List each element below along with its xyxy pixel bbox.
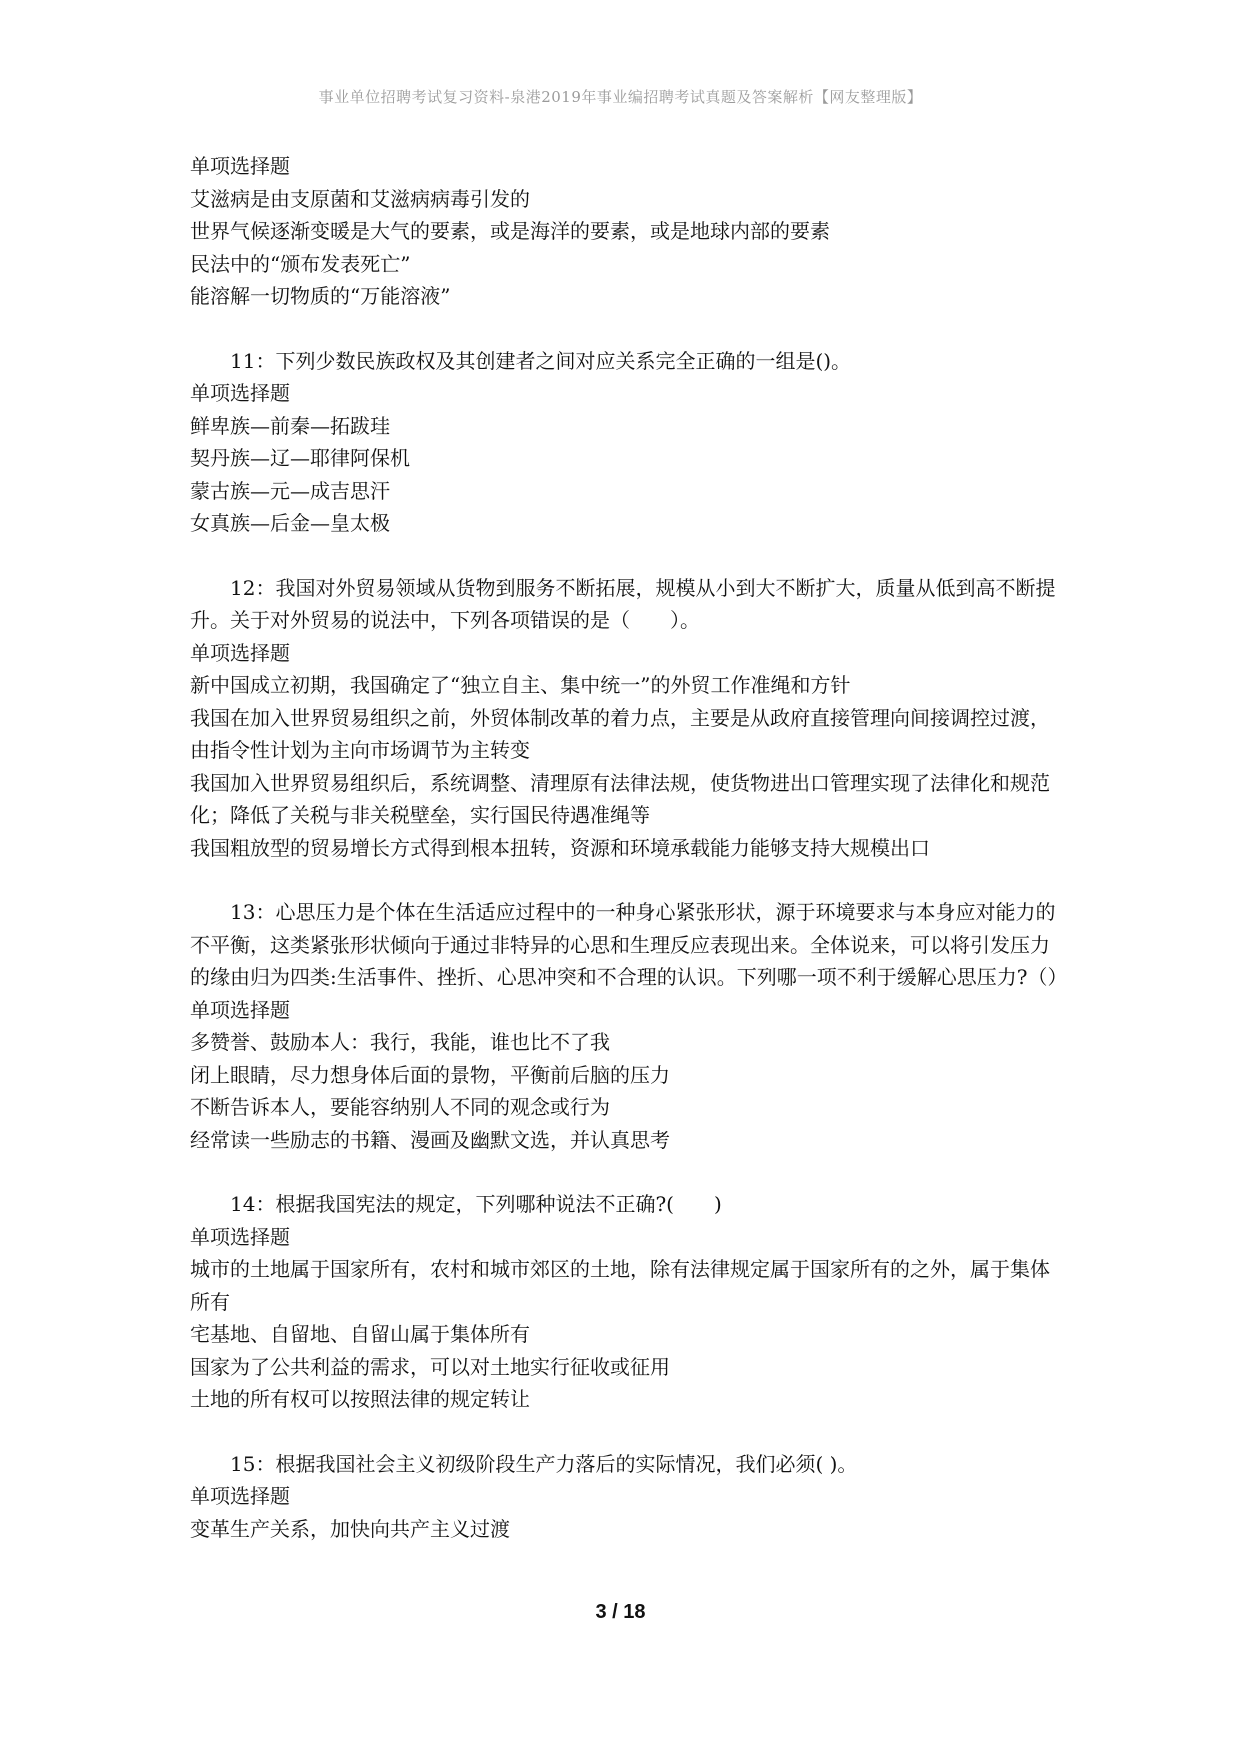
option: 土地的所有权可以按照法律的规定转让 [190,1387,530,1411]
question-type: 单项选择题 [190,381,290,405]
option: 能溶解一切物质的“万能溶液” [190,284,451,308]
option: 女真族—后金—皇太极 [190,511,390,535]
question-text: 11：下列少数民族政权及其创建者之间对应关系完全正确的一组是()。 [230,348,852,373]
option: 新中国成立初期，我国确定了“独立自主、集中统一”的外贸工作准绳和方针 [190,673,851,697]
question-text: 14：根据我国宪法的规定，下列哪种说法不正确?( ) [230,1192,722,1216]
question-15 [190,1448,1060,1546]
option: 宅基地、自留地、自留山属于集体所有 [190,1322,530,1346]
option: 不断告诉本人，要能容纳别人不同的观念或行为 [190,1095,610,1119]
question-type: 单项选择题 [190,1224,290,1249]
option: 我国粗放型的贸易增长方式得到根本扭转，资源和环境承载能力能够支持大规模出口 [190,835,930,860]
option: 国家为了公共利益的需求，可以对土地实行征收或征用 [190,1354,670,1379]
option: 多赞誉、鼓励本人：我行，我能，谁也比不了我 [190,1030,610,1054]
question-type: 单项选择题 [190,640,290,665]
option: 城市的土地属于国家所有，农村和城市郊区的土地，除有法律规定属于国家所有的之外，属于集体所有 [190,1257,1050,1314]
document-body [190,150,1068,1577]
top-block [190,150,1060,313]
page-number: 3 / 18 [595,1601,646,1623]
question-14 [190,1188,1060,1416]
question-text: 15：根据我国社会主义初级阶段生产力落后的实际情况，我们必须( )。 [230,1451,858,1476]
question-type: 单项选择题 [190,1484,290,1508]
option: 世界气候逐渐变暖是大气的要素，或是海洋的要素，或是地球内部的要素 [190,219,830,243]
question-text: 13：心思压力是个体在生活适应过程中的一种身心紧张形状，源于环境要求与本身应对能力的不平衡，这类紧张形状倾向于通过非特异的心思和生理反应表现出来。全体说来，可以将引发压力的缘由归为四类:生活事件、挫折、心思冲突和不合理的认识。下列哪一项不利于缓解心思压力?（） [190,900,1068,989]
question-13 [190,896,1068,1156]
question-type: 单项选择题 [190,997,290,1022]
option: 我国加入世界贸易组织后，系统调整、清理原有法律法规，使货物进出口管理实现了法律化和规范化；降低了关税与非关税壁垒，实行国民待遇准绳等 [190,770,1050,827]
option: 契丹族—辽—耶律阿保机 [190,446,410,470]
question-11 [190,345,1060,540]
question-text: 12：我国对外贸易领域从货物到服务不断拓展，规模从小到大不断扩大，质量从低到高不断提升。关于对外贸易的说法中，下列各项错误的是（ ）。 [190,575,1056,632]
question-type: 单项选择题 [190,154,290,178]
option: 蒙古族—元—成吉思汗 [190,478,390,503]
option: 经常读一些励志的书籍、漫画及幽默文选，并认真思考 [190,1127,670,1152]
option: 变革生产关系，加快向共产主义过渡 [190,1516,510,1541]
option: 闭上眼睛，尽力想身体后面的景物，平衡前后脑的压力 [190,1062,670,1087]
question-12 [190,572,1060,865]
page-header: 事业单位招聘考试复习资料-泉港2019年事业编招聘考试真题及答案解析【网友整理版】 [318,88,923,106]
option: 鲜卑族—前秦—拓跋珪 [190,413,390,438]
option: 民法中的“颁布发表死亡” [190,251,411,276]
option: 我国在加入世界贸易组织之前，外贸体制改革的着力点，主要是从政府直接管理向间接调控过渡，由指令性计划为主向市场调节为主转变 [190,705,1050,762]
option: 艾滋病是由支原菌和艾滋病病毒引发的 [190,186,530,211]
